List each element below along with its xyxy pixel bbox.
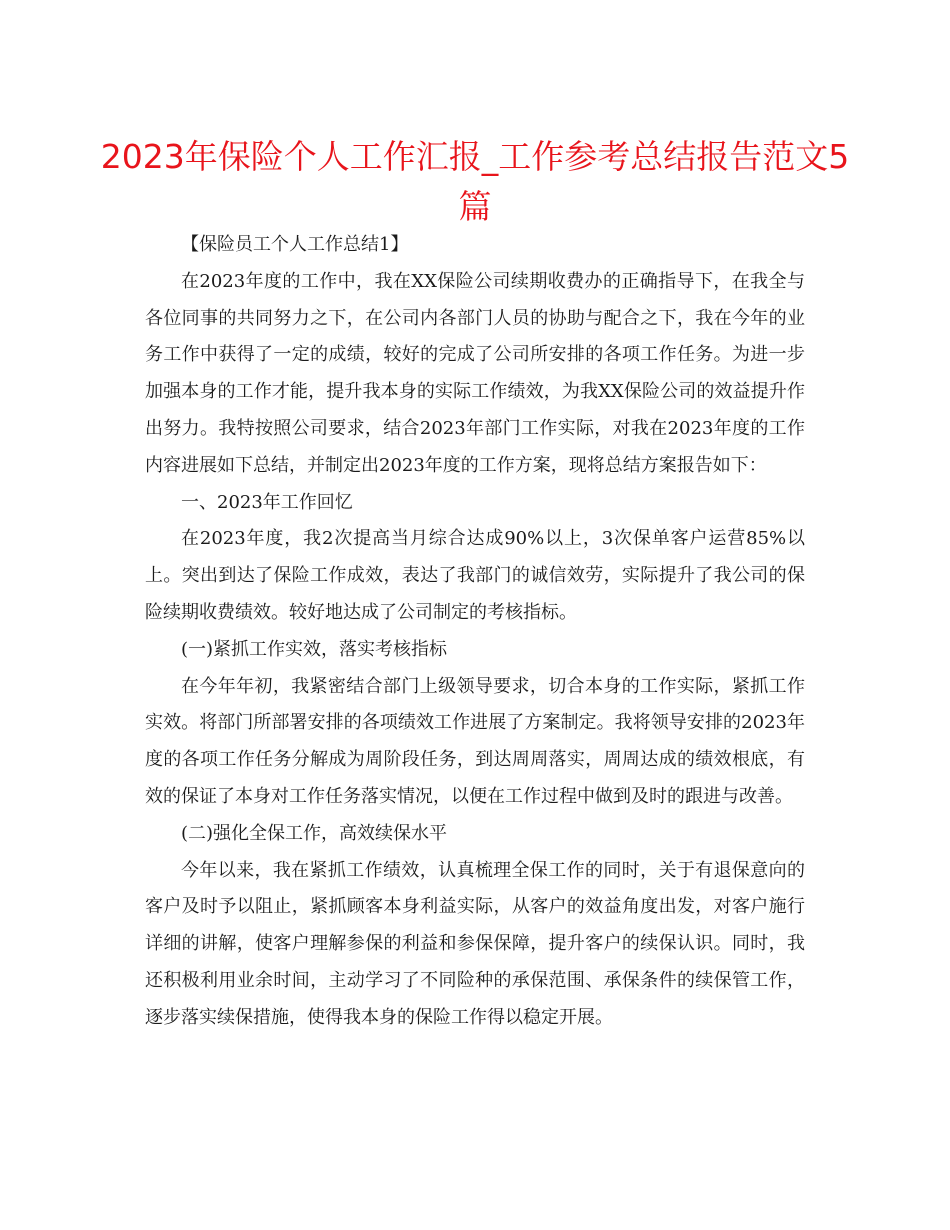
performance-paragraph: 在今年年初，我紧密结合部门上级领导要求，切合本身的工作实际，紧抓工作实效。将部门所部署安排的各项绩效工作进展了方案制定。我将领导安排的2023年度的各项工作任务分解成为周阶段任务，到达周周落实，周周达成的绩效根底，有效的保证了本身对工作任务落实情况，以便在工作过程中做到及时的跟进与改善。: [145, 675, 805, 807]
subheading-performance: (一)紧抓工作实效，落实考核指标: [181, 638, 448, 660]
subheading-renewal: (二)强化全保工作，高效续保水平: [181, 822, 448, 844]
intro-paragraph: 在2023年度的工作中，我在XX保险公司续期收费办的正确指导下，在我全与各位同事的共同努力之下，在公司内各部门人员的协助与配合之下，我在今年的业务工作中获得了一定的成绩，较好的完成了公司所安排的各项工作任务。为进一步加强本身的工作才能，提升我本身的实际工作绩效，为我XX保险公司的效益提升作出努力。我特按照公司要求，结合2023年部门工作实际，对我在2023年度的工作内容进展如下总结，并制定出2023年度的工作方案，现将总结方案报告如下：: [145, 270, 805, 476]
review-paragraph: 在2023年度，我2次提高当月综合达成90%以上，3次保单客户运营85%以上。突出到达了保险工作成效，表达了我部门的诚信效劳，实际提升了我公司的保险续期收费绩效。较好地达成了公司制定的考核指标。: [145, 528, 805, 623]
document-body: [145, 227, 805, 1037]
renewal-paragraph: 今年以来，我在紧抓工作绩效，认真梳理全保工作的同时，关于有退保意向的客户及时予以阻止，紧抓顾客本身利益实际，从客户的效益角度出发，对客户施行详细的讲解，使客户理解参保的利益和参保保障，提升客户的续保认识。同时，我还积极利用业余时间，主动学习了不同险种的承保范围、承保条件的续保管工作，逐步落实续保措施，使得我本身的保险工作得以稳定开展。: [145, 859, 805, 1028]
section-label: 【保险员工个人工作总结1】: [181, 234, 409, 255]
document-title: 2023年保险个人工作汇报_工作参考总结报告范文5篇: [100, 137, 850, 226]
review-heading: 一、2023年工作回忆: [181, 491, 353, 513]
